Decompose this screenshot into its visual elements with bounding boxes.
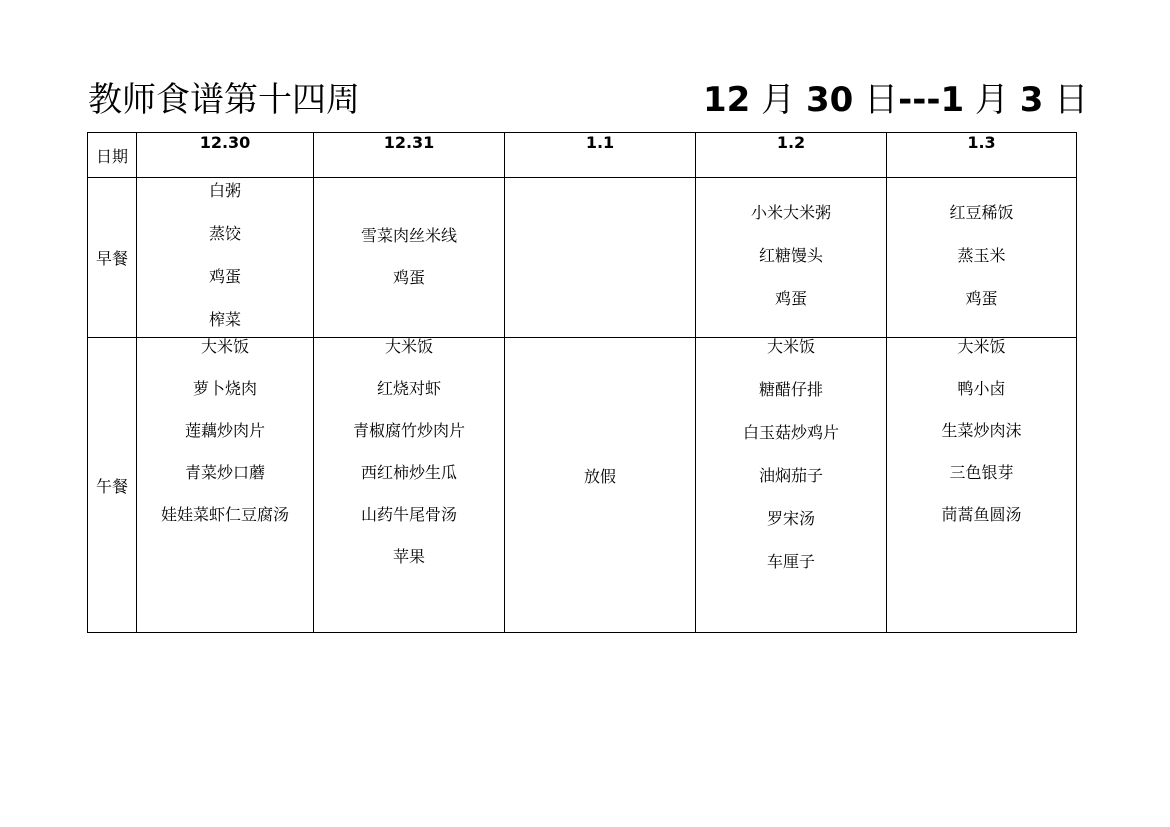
menu-item: 大米饭 [384, 337, 433, 356]
menu-item: 大米饭 [957, 337, 1006, 356]
menu-item: 鸡蛋 [965, 289, 998, 308]
menu-item: 红糖馒头 [758, 246, 823, 265]
date-range-start-month: 12 [703, 80, 751, 120]
menu-item: 鸭小卤 [957, 379, 1006, 398]
menu-item: 三色银芽 [949, 463, 1014, 482]
breakfast-cell [696, 178, 887, 338]
date-header: 12.31 [314, 133, 505, 178]
breakfast-cell [887, 178, 1077, 338]
date-header: 12.30 [137, 133, 314, 178]
menu-item: 生菜炒肉沫 [941, 421, 1022, 440]
menu-item: 油焖茄子 [758, 466, 823, 485]
page-title: 教师食谱第十四周 [88, 80, 360, 120]
menu-item: 鸡蛋 [392, 268, 425, 287]
menu-item: 山药牛尾骨汤 [360, 505, 457, 524]
date-header: 1.3 [887, 133, 1077, 178]
date-range-end-month-unit: 月 [964, 80, 1020, 120]
menu-item: 青椒腐竹炒肉片 [352, 421, 465, 440]
lunch-cell [696, 338, 887, 633]
menu-item: 红豆稀饭 [949, 203, 1014, 222]
date-header: 1.2 [696, 133, 887, 178]
menu-item: 白玉菇炒鸡片 [742, 423, 839, 442]
menu-item: 雪菜肉丝米线 [360, 226, 457, 245]
breakfast-label: 早餐 [88, 178, 137, 338]
menu-item: 鸡蛋 [208, 267, 241, 286]
menu-item: 榨菜 [208, 310, 241, 329]
date-range-end-day: 3 [1019, 80, 1044, 120]
menu-item: 小米大米粥 [750, 203, 831, 222]
menu-item: 蒸饺 [208, 224, 241, 243]
date-range-month-unit: 月 [750, 80, 806, 120]
menu-item: 蒸玉米 [957, 246, 1006, 265]
menu-item: 青菜炒口蘑 [184, 463, 265, 482]
date-range [703, 78, 1088, 122]
date-header: 1.1 [505, 133, 696, 178]
menu-item: 红烧对虾 [376, 379, 441, 398]
menu-item: 车厘子 [766, 552, 815, 571]
header-row [88, 133, 1077, 178]
menu-item: 茼蒿鱼圆汤 [941, 505, 1022, 524]
date-range-start-day: 30 [805, 80, 854, 120]
lunch-cell [137, 338, 314, 633]
breakfast-row [88, 178, 1077, 338]
menu-item: 大米饭 [200, 337, 249, 356]
breakfast-cell-empty [505, 178, 696, 338]
menu-item: 鸡蛋 [774, 289, 807, 308]
holiday-label: 放假 [583, 466, 616, 486]
breakfast-cell [137, 178, 314, 338]
date-range-end-day-unit: 日 [1043, 80, 1089, 120]
date-range-day-unit: 日 [853, 80, 899, 120]
menu-item: 白粥 [208, 181, 241, 200]
date-range-separator: --- [898, 80, 941, 120]
lunch-cell [887, 338, 1077, 633]
menu-item: 苹果 [392, 547, 425, 566]
menu-item: 大米饭 [766, 337, 815, 356]
menu-item: 娃娃菜虾仁豆腐汤 [160, 505, 289, 524]
date-range-end-month: 1 [940, 80, 965, 120]
lunch-cell [314, 338, 505, 633]
menu-item: 莲藕炒肉片 [184, 421, 265, 440]
menu-table [87, 132, 1077, 633]
breakfast-cell [314, 178, 505, 338]
corner-label: 日期 [88, 133, 137, 178]
lunch-cell-holiday [505, 338, 696, 633]
menu-item: 糖醋仔排 [758, 380, 823, 399]
menu-item: 罗宋汤 [766, 509, 815, 528]
lunch-row [88, 338, 1077, 633]
menu-item: 西红柿炒生瓜 [360, 463, 457, 482]
lunch-label: 午餐 [88, 338, 137, 633]
menu-item: 萝卜烧肉 [192, 379, 257, 398]
